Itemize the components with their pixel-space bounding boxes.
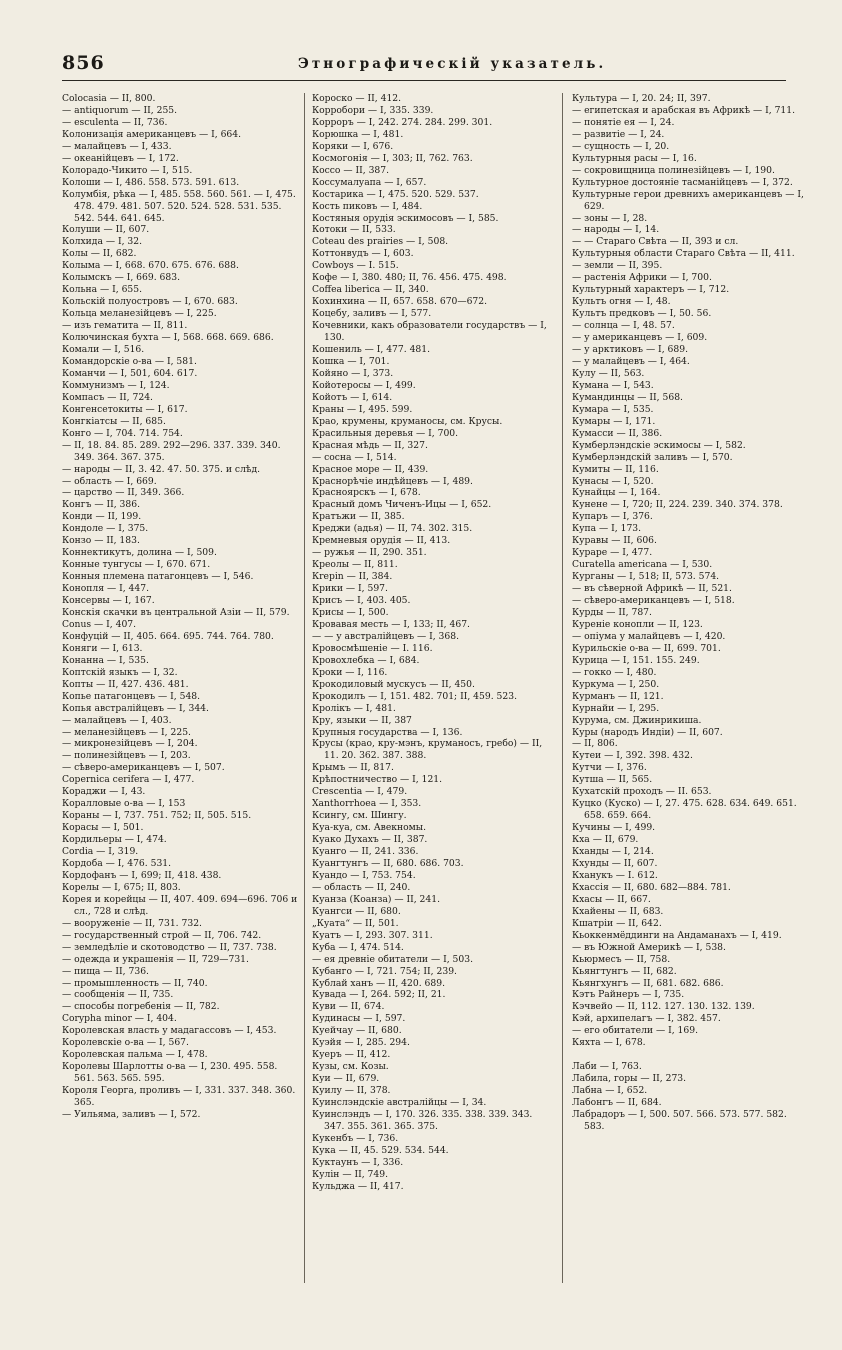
index-entry: Куеръ — II, 412. — [312, 1049, 391, 1061]
index-entry: Крики — I, 597. — [312, 583, 388, 595]
index-entry: — малайцевъ — I, 403. — [62, 714, 172, 726]
index-entry: — опіума у малайцевъ — I, 420. — [572, 630, 726, 642]
index-entry: Лабонгъ — II, 684. — [572, 1097, 662, 1109]
index-entry: Коцебу, заливъ — I, 577. — [312, 308, 432, 320]
index-entry: „Куата“ — II, 501. — [312, 917, 399, 929]
index-entry: — растенія Африки — I, 700. — [572, 272, 712, 284]
index-entry: Конди — II, 199. — [62, 511, 142, 523]
index-entry: Конго — I, 704. 714. 754. — [62, 427, 183, 439]
index-entry: Лабна — I, 652. — [572, 1085, 648, 1097]
index-entry: Команчи — I, 501, 604. 617. — [62, 367, 198, 379]
index-entry: — микронезійцевъ — I, 204. — [62, 738, 198, 750]
index-entry: Консервы — I, 167. — [62, 595, 155, 607]
index-entry: Кошениль — I, 477. 481. — [312, 344, 431, 356]
index-entry: Колорадо-Чикито — I, 515. — [62, 164, 193, 176]
index-entry: Котоки — II, 533. — [312, 224, 396, 236]
index-entry: Крисы — I, 500. — [312, 606, 389, 618]
index-entry: Конгенсетокиты — I, 617. — [62, 403, 188, 415]
index-entry: Кrepin — II, 384. — [312, 571, 393, 583]
index-entry: Крусы (крао, кру-мэнъ, круманосъ, гребо) — II, 11. 20. 362. 387. 388. — [312, 738, 543, 762]
index-entry: Куравы — II, 606. — [572, 535, 657, 547]
index-entry: Кумасси — II, 386. — [572, 427, 663, 439]
index-entry: Крао, крумены, круманосы, см. Крусы. — [312, 415, 503, 427]
index-entry: — земли — II, 395. — [572, 260, 663, 272]
index-entry: — въ Южной Америкѣ — I, 538. — [572, 941, 726, 953]
index-entry: — — у австралійцевъ — I, 368. — [312, 630, 459, 642]
index-entry: — промышленность — II, 740. — [62, 977, 208, 989]
index-entry: — сообщенія — II, 735. — [62, 989, 174, 1001]
index-entry: — его обитатели — I, 169. — [572, 1025, 698, 1037]
index-entry: Кханды — I, 214. — [572, 846, 654, 858]
index-entry: Куреніе конопли — II, 123. — [572, 618, 703, 630]
index-entry: — народы — II, 3. 42. 47. 50. 375. и слѣд. — [62, 463, 261, 475]
index-column-1 — [62, 93, 298, 1121]
index-column-2 — [312, 93, 550, 1193]
index-entry: Кха — II, 679. — [572, 834, 639, 846]
index-entry: Корея и корейцы — II, 407. 409. 694—696. 706 и сл., 728 и слѣд. — [62, 893, 298, 917]
index-entry: — сѣверо-американцевъ — I, 518. — [572, 595, 735, 607]
index-entry: Куандо — I, 753. 754. — [312, 869, 416, 881]
index-entry: Кьянгхунгъ — II, 681. 682. 686. — [572, 977, 724, 989]
index-entry: Культурныя области Стараго Свѣта — II, 411. — [572, 248, 795, 260]
index-entry: — въ сѣверной Африкѣ — II, 521. — [572, 583, 732, 595]
index-entry: Кролікъ — I, 481. — [312, 702, 396, 714]
page-header — [62, 52, 786, 74]
index-entry: Комали — I, 516. — [62, 344, 145, 356]
index-entry: Королевы Шарлотты о-ва — I, 230. 495. 558. 561. 563. 565. 595. — [62, 1061, 278, 1085]
index-entry: — — Стараго Свѣта — II, 393 и сл. — [572, 236, 739, 248]
index-entry: Copernica cerifera — I, 477. — [62, 774, 195, 786]
index-entry: — малайцевъ — I, 433. — [62, 140, 172, 152]
index-entry: Кордофанъ — I, 699; II, 418. 438. — [62, 869, 222, 881]
index-entry: Ксингу, см. Шингу. — [312, 810, 407, 822]
index-entry: Кутеи — I, 392. 398. 432. — [572, 750, 693, 762]
index-entry: Куангси — II, 680. — [312, 905, 401, 917]
index-entry: Костарика — I, 475. 520. 529. 537. — [312, 188, 479, 200]
index-entry: Кораджи — I, 43. — [62, 786, 146, 798]
index-entry: Корроръ — I, 242. 274. 284. 299. 301. — [312, 116, 493, 128]
index-entry: Кука — II, 45. 529. 534. 544. — [312, 1144, 449, 1156]
index-entry: Cordia — I, 319. — [62, 846, 139, 858]
index-entry: Королевская власть у мадагассовъ — I, 453. — [62, 1025, 277, 1037]
index-entry: — область — I, 669. — [62, 475, 157, 487]
index-entry: Кульджа — II, 417. — [312, 1180, 404, 1192]
index-entry: Кукенбъ — I, 736. — [312, 1132, 399, 1144]
index-entry: Красный домъ Чиченъ-Ицы — I, 652. — [312, 499, 492, 511]
index-entry: — зоны — I, 28. — [572, 212, 648, 224]
index-entry: — царство — II, 349. 366. — [62, 487, 185, 499]
index-entry: Купа — I, 173. — [572, 523, 642, 535]
index-entry: Крокодиловый мускусъ — II, 450. — [312, 678, 475, 690]
index-entry: Койотъ — I, 614. — [312, 391, 393, 403]
index-entry: Куркума — I, 250. — [572, 678, 660, 690]
index-entry: Краны — I, 495. 599. — [312, 403, 413, 415]
index-entry: — сокровищница полинезійцевъ — I, 190. — [572, 164, 775, 176]
index-entry: Лаби — I, 763. — [572, 1061, 642, 1073]
index-entry: Кордоба — I, 476. 531. — [62, 858, 172, 869]
index-entry: Куэйя — I, 285. 294. — [312, 1037, 410, 1049]
index-entry: — изъ гематита — II, 811. — [62, 320, 188, 332]
index-entry: Кхунды — II, 607. — [572, 858, 658, 869]
index-entry: Конные тунгусы — I, 670. 671. — [62, 559, 211, 571]
index-entry: Кость пиковъ — I, 484. — [312, 200, 423, 212]
index-entry: Курнайи — I, 295. — [572, 702, 660, 714]
index-entry: Креолы — II, 811. — [312, 559, 398, 571]
index-entry: — сосна — I, 514. — [312, 451, 397, 463]
index-entry: Корробори — I, 335. 339. — [312, 104, 434, 116]
index-entry: Коптскій языкъ — I, 32. — [62, 666, 178, 678]
index-entry: Кузы, см. Козы. — [312, 1061, 389, 1073]
index-entry: — вооруженіе — II, 731. 732. — [62, 917, 202, 929]
index-entry: Кхасы — II, 667. — [572, 893, 651, 905]
index-entry: Куи — II, 679. — [312, 1073, 380, 1085]
index-entry: Корюшка — I, 481. — [312, 128, 404, 140]
index-entry: — солнца — I, 48. 57. — [572, 320, 675, 332]
index-entry: — гокко — I, 480. — [572, 666, 657, 678]
index-entry: Кумара — I, 535. — [572, 403, 654, 415]
index-entry: Конгъ — II, 386. — [62, 499, 141, 511]
index-entry: Королевская пальма — I, 478. — [62, 1049, 208, 1061]
index-entry: Куако Духахъ — II, 387. — [312, 834, 428, 846]
index-entry: — способы погребенія — II, 782. — [62, 1001, 220, 1013]
index-entry: Куба — I, 474. 514. — [312, 941, 404, 953]
index-entry: — океанійцевъ — I, 172. — [62, 152, 179, 164]
index-entry: Кохинхина — II, 657. 658. 670—672. — [312, 296, 488, 308]
index-entry: Кхассія — II, 680. 682—884. 781. — [572, 881, 731, 893]
index-entry: Кшатріи — II, 642. — [572, 917, 662, 929]
index-entry: Куатъ — I, 293. 307. 311. — [312, 929, 433, 941]
index-entry: Кордильеры — I, 474. — [62, 834, 167, 846]
index-entry: Кратъжи — II, 385. — [312, 511, 405, 523]
index-entry: — египетская и арабская въ Африкѣ — I, 711. — [572, 104, 796, 116]
index-entry: Конзо — II, 183. — [62, 535, 140, 547]
index-entry: Кутчи — I, 376. — [572, 762, 647, 774]
index-entry: Кулу — II, 563. — [572, 367, 645, 379]
index-entry: Кублай ханъ — II, 420. 689. — [312, 977, 445, 989]
column-divider — [562, 93, 563, 1283]
index-entry: Кольскій полуостровъ — I, 670. 683. — [62, 296, 238, 308]
index-entry: Куа-куа, см. Авекномы. — [312, 822, 427, 834]
index-entry: — esculenta — II, 736. — [62, 116, 168, 128]
index-entry: Кошка — I, 701. — [312, 355, 390, 367]
index-entry: Кремневыя орудія — II, 413. — [312, 535, 451, 547]
index-entry: Кьоккенмёддинги на Андаманахъ — I, 419. — [572, 929, 782, 941]
index-entry: Конопля — I, 447. — [62, 583, 150, 595]
index-entry: Curatella americana — I, 530. — [572, 559, 713, 571]
index-entry: Кэй, архипелагъ — I, 382. 457. — [572, 1013, 721, 1025]
index-entry: Краснорѣчіе индѣйцевъ — I, 489. — [312, 475, 473, 487]
index-entry: Куейчау — II, 680. — [312, 1025, 402, 1037]
index-entry: Кольца меланезійцевъ — I, 225. — [62, 308, 217, 320]
index-entry: Кхайены — II, 683. — [572, 905, 664, 917]
index-entry: Культурные герои древнихъ американцевъ — I, 629. — [572, 188, 804, 212]
index-entry: Кудинасы — I, 597. — [312, 1013, 406, 1025]
section-gap — [572, 1049, 808, 1061]
index-entry: Конанна — I, 535. — [62, 654, 149, 666]
index-entry: Кровохлебка — I, 684. — [312, 654, 420, 666]
index-entry: — народы — I, 14. — [572, 224, 660, 236]
index-entry: Кумиты — II, 116. — [572, 463, 659, 475]
index-entry: Corypha minor — I, 404. — [62, 1013, 177, 1025]
index-entry: Конфуцій — II, 405. 664. 695. 744. 764. 780. — [62, 630, 274, 642]
index-entry: Культурный характеръ — I, 712. — [572, 284, 730, 296]
index-entry: Кэчвейо — II, 112. 127. 130. 132. 139. — [572, 1001, 755, 1013]
index-entry: Колымскъ — I, 669. 683. — [62, 272, 181, 284]
index-entry: Копты — II, 427. 436. 481. — [62, 678, 189, 690]
index-entry: Кроки — I, 116. — [312, 666, 388, 678]
index-entry: Короско — II, 412. — [312, 93, 402, 104]
index-entry: Космогонія — I, 303; II, 762. 763. — [312, 152, 473, 164]
index-entry: Лабила, горы — II, 273. — [572, 1073, 687, 1085]
index-entry: Колы — II, 682. — [62, 248, 137, 260]
index-entry: Кумана — I, 543. — [572, 379, 654, 391]
index-entry: Куры (народъ Индіи) — II, 607. — [572, 726, 723, 738]
index-entry: Культъ предковъ — I, 50. 56. — [572, 308, 712, 320]
index-entry: Коннектикутъ, долина — I, 509. — [62, 547, 217, 559]
index-entry: Курды — II, 787. — [572, 606, 652, 618]
index-entry: — ея древніе обитатели — I, 503. — [312, 953, 474, 965]
index-entry: Крѣпостничество — I, 121. — [312, 774, 443, 786]
index-entry: Конныя племена патагонцевъ — I, 546. — [62, 571, 254, 583]
index-entry: Колхида — I, 32. — [62, 236, 143, 248]
index-entry: Курума, см. Джинрикиша. — [572, 714, 702, 726]
index-entry: Cowboys — I. 515. — [312, 260, 399, 272]
index-entry: Кунене — I, 720; II, 224. 239. 340. 374. 378. — [572, 499, 783, 511]
index-entry: — II, 806. — [572, 738, 618, 750]
index-entry: Культурное достояніе тасманійцевъ — I, 372. — [572, 176, 793, 188]
index-entry: Коряки — I, 676. — [312, 140, 394, 152]
header-rule — [62, 80, 786, 81]
index-entry: Куилу — II, 378. — [312, 1085, 391, 1097]
index-entry: — Уильяма, заливъ — I, 572. — [62, 1109, 201, 1121]
index-entry: Кханукъ — I. 612. — [572, 869, 658, 881]
index-entry: Кровосмѣшеніе — I. 116. — [312, 642, 433, 654]
index-entry: Кулін — II, 749. — [312, 1168, 388, 1180]
index-entry: Кондоле — I, 375. — [62, 523, 149, 535]
index-entry: Копья австралійцевъ — I, 344. — [62, 702, 209, 714]
index-entry: — у арктиковъ — I, 689. — [572, 344, 688, 356]
index-entry: Корасы — I, 501. — [62, 822, 144, 834]
index-entry: Куанго — II, 241. 336. — [312, 846, 419, 858]
index-entry: Королевскіе о-ва — I, 567. — [62, 1037, 189, 1049]
index-entry: Красная мѣдь — II, 327. — [312, 439, 428, 451]
index-entry: — область — II, 240. — [312, 881, 411, 893]
index-entry: Коняги — I, 613. — [62, 642, 143, 654]
index-entry: Коммунизмъ — I, 124. — [62, 379, 170, 391]
index-entry: Коралловые о-ва — I, 153 — [62, 798, 186, 810]
index-entry: Красное море — II, 439. — [312, 463, 429, 475]
index-entry: Кутша — II, 565. — [572, 774, 653, 786]
index-entry: Кувада — I, 264. 592; II, 21. — [312, 989, 446, 1001]
index-entry: — полинезійцевъ — I, 203. — [62, 750, 191, 762]
index-entry: Кумберлэндскіе эскимосы — I, 582. — [572, 439, 746, 451]
index-entry: Кьянгтунгъ — II, 682. — [572, 965, 677, 977]
index-entry: — одежда и украшенія — II, 729—731. — [62, 953, 249, 965]
index-entry: Кольна — I, 655. — [62, 284, 143, 296]
index-entry: Кумберлэндскій заливъ — I, 570. — [572, 451, 733, 463]
index-entry: — сущность — I, 20. — [572, 140, 670, 152]
index-entry: Кораны — I, 737. 751. 752; II, 505. 515. — [62, 810, 252, 822]
index-entry: Лабрадоръ — I, 500. 507. 566. 573. 577. 582. 583. — [572, 1109, 787, 1133]
index-entry: Красноярскъ — I, 678. — [312, 487, 421, 499]
index-entry: Кунасы — I, 520. — [572, 475, 654, 487]
index-entry: Курганы — I, 518; II, 573. 574. — [572, 571, 720, 583]
index-entry: Куангтунгъ — II, 680. 686. 703. — [312, 858, 464, 869]
running-title: Этнографическій указатель. — [298, 56, 607, 72]
index-entry: Кофе — I, 380. 480; II, 76. 456. 475. 498. — [312, 272, 507, 284]
index-entry: Купаръ — I, 376. — [572, 511, 653, 523]
index-entry: Кунайцы — I, 164. — [572, 487, 661, 499]
index-entry: — понятіе ея — I, 24. — [572, 116, 675, 128]
index-entry: Красильныя деревья — I, 700. — [312, 427, 459, 439]
index-entry: Колючинская бухта — I, 568. 668. 669. 686. — [62, 332, 274, 344]
index-entry: Conus — I, 407. — [62, 618, 137, 630]
column-divider — [304, 93, 305, 1283]
index-column-3 — [572, 93, 808, 1133]
index-entry: Крокодилъ — I, 151. 482. 701; II, 459. 523. — [312, 690, 517, 702]
index-entry: Коссумалуапа — I, 657. — [312, 176, 427, 188]
index-entry: Колуши — II, 607. — [62, 224, 150, 236]
index-entry: Куинслэндъ — I, 170. 326. 335. 338. 339. 343. 347. 355. 361. 365. 375. — [312, 1109, 533, 1132]
index-entry: Кураре — I, 477. — [572, 547, 653, 559]
index-entry: Куанза (Коанза) — II, 241. — [312, 893, 441, 905]
index-entry: — земледѣліе и скотоводство — II, 737. 738. — [62, 941, 277, 953]
index-entry: Курманъ — II, 121. — [572, 690, 664, 702]
index-entry: Colocasia — II, 800. — [62, 93, 156, 104]
index-entry: Конгкіатсы — II, 685. — [62, 415, 166, 427]
index-entry: Копье патагонцевъ — I, 548. — [62, 690, 201, 702]
index-entry: Коттонвудъ — I, 603. — [312, 248, 414, 260]
index-entry: — у малайцевъ — I, 464. — [572, 355, 690, 367]
index-entry: — развитіе — I, 24. — [572, 128, 665, 140]
index-entry: — II, 18. 84. 85. 289. 292—296. 337. 339. 340. 349. 364. 367. 375. — [62, 439, 281, 463]
index-entry: Xanthorrhoea — I, 353. — [312, 798, 422, 810]
index-entry: Крымъ — II, 817. — [312, 762, 394, 774]
index-entry: Кяхта — I, 678. — [572, 1037, 646, 1049]
index-entry: Куви — II, 674. — [312, 1001, 385, 1013]
page-number: 856 — [62, 52, 105, 74]
index-entry: Колонизація американцевъ — I, 664. — [62, 128, 242, 140]
index-entry: Кэтъ Райнеръ — I, 735. — [572, 989, 685, 1001]
index-entry: Кровавая месть — I, 133; II, 467. — [312, 618, 470, 630]
index-entry: Кубанго — I, 721. 754; II, 239. — [312, 965, 457, 977]
index-entry: Культъ огня — I, 48. — [572, 296, 671, 308]
index-entry: — государственный строй — II, 706. 742. — [62, 929, 262, 941]
index-entry: Койяно — I, 373. — [312, 367, 394, 379]
index-entry: Кумары — I, 171. — [572, 415, 656, 427]
index-entry: — меланезійцевъ — I, 225. — [62, 726, 191, 738]
index-entry: Крисъ — I, 403. 405. — [312, 595, 411, 607]
index-entry: — сѣверо-американцевъ — I, 507. — [62, 762, 225, 774]
index-entry: Культурныя расы — I, 16. — [572, 152, 697, 164]
index-entry: Корелы — I, 675; II, 803. — [62, 881, 181, 893]
index-entry: Костяныя орудія эскимосовъ — I, 585. — [312, 212, 499, 224]
index-entry: Кру, языки — II, 387 — [312, 714, 412, 726]
index-entry: Колоши — I, 486. 558. 573. 591. 613. — [62, 176, 240, 188]
index-entry: Колумбія, рѣка — I, 485. 558. 560. 561. — I, 475. 478. 479. 481. 507. 520. 524. 528. 531. 535. 542. 544. 641. 645. — [62, 188, 296, 224]
index-entry: Кухатскій проходъ — II. 653. — [572, 786, 712, 798]
index-entry: — у американцевъ — I, 609. — [572, 332, 708, 344]
index-entry: Курица — I, 151. 155. 249. — [572, 654, 700, 666]
index-entry: Куктаунъ — I, 336. — [312, 1156, 404, 1168]
index-entry: — antiquorum — II, 255. — [62, 104, 178, 116]
index-entry: Компасъ — II, 724. — [62, 391, 153, 403]
index-entry: Coteau des prairies — I, 508. — [312, 236, 449, 248]
index-entry: Crescentia — I, 479. — [312, 786, 408, 798]
index-entry: Койотеросы — I, 499. — [312, 379, 416, 391]
index-entry: Кумандинцы — II, 568. — [572, 391, 683, 403]
index-entry: Креджи (адья) — II, 74. 302. 315. — [312, 523, 473, 535]
index-entry: Курильскіе о-ва — II, 699. 701. — [572, 642, 721, 654]
index-entry: Командорскіе о-ва — I, 581. — [62, 355, 197, 367]
index-entry: Короля Георга, проливъ — I, 331. 337. 348. 360. 365. — [62, 1085, 296, 1109]
index-entry: Колыма — I, 668. 670. 675. 676. 688. — [62, 260, 239, 272]
index-entry: Кьюрмесъ — II, 758. — [572, 953, 671, 965]
index-entry: — пища — II, 736. — [62, 965, 149, 977]
index-entry: Крупныя государства — I, 136. — [312, 726, 463, 738]
index-entry: — ружья — II, 290. 351. — [312, 547, 427, 559]
index-entry: Куцко (Куско) — I, 27. 475. 628. 634. 649. 651. 658. 659. 664. — [572, 798, 797, 822]
index-entry: Конскія скачки въ центральной Азіи — II, 579. — [62, 606, 290, 618]
index-entry: Культура — I, 20. 24; II, 397. — [572, 93, 711, 104]
index-entry: Куинслэндскіе австралійцы — I, 34. — [312, 1097, 487, 1109]
index-entry: Кучины — I, 499. — [572, 822, 656, 834]
index-entry: Coffea liberica — II, 340. — [312, 284, 429, 296]
index-entry: Кочевники, какъ образователи государствъ — I, 130. — [312, 320, 547, 344]
index-entry: Коссо — II, 387. — [312, 164, 390, 176]
